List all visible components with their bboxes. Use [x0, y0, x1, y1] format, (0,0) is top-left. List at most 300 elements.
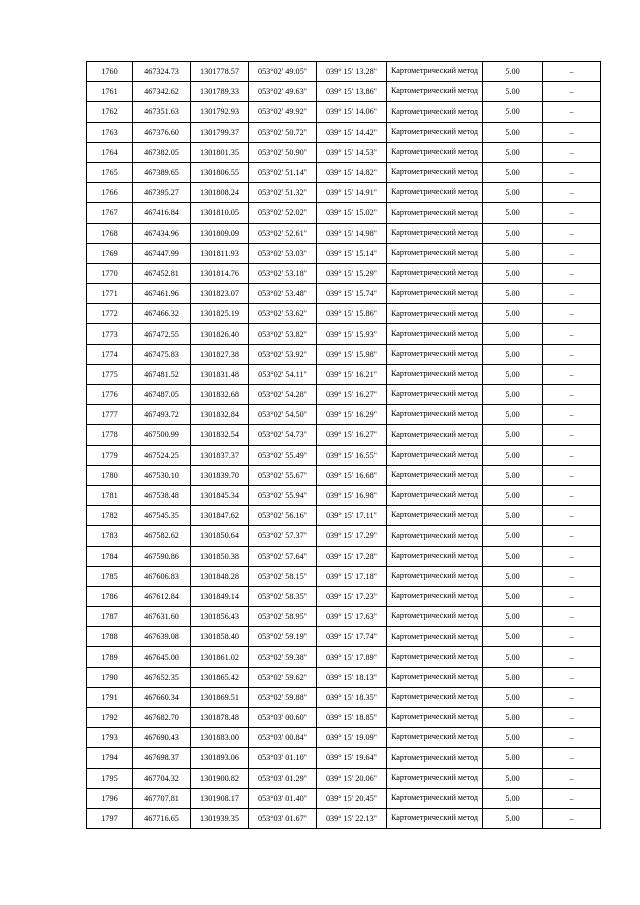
table-row	[87, 405, 601, 425]
note-cell: –	[543, 405, 601, 425]
x-coordinate-cell: 467487.05	[133, 385, 191, 405]
latitude-cell: 053°03' 01.29"	[249, 768, 317, 788]
x-coordinate-cell: 467645.00	[133, 647, 191, 667]
method-cell: Картометрический метод	[387, 748, 483, 768]
latitude-cell: 053°02' 54.11"	[249, 364, 317, 384]
x-coordinate-cell: 467382.05	[133, 142, 191, 162]
point-number-cell: 1774	[87, 344, 133, 364]
point-number-cell: 1771	[87, 284, 133, 304]
x-coordinate-cell: 467639.08	[133, 627, 191, 647]
table-row	[87, 445, 601, 465]
method-cell: Картометрический метод	[387, 162, 483, 182]
method-cell: Картометрический метод	[387, 788, 483, 808]
table-row	[87, 62, 601, 82]
note-cell: –	[543, 768, 601, 788]
y-coordinate-cell: 1301858.40	[191, 627, 249, 647]
accuracy-cell: 5.00	[483, 728, 543, 748]
longitude-cell: 039° 15' 16.55"	[317, 445, 387, 465]
latitude-cell: 053°02' 55.49"	[249, 445, 317, 465]
x-coordinate-cell: 467631.60	[133, 607, 191, 627]
note-cell: –	[543, 364, 601, 384]
x-coordinate-cell: 467704.32	[133, 768, 191, 788]
note-cell: –	[543, 62, 601, 82]
x-coordinate-cell: 467447.99	[133, 243, 191, 263]
longitude-cell: 039° 15' 14.42"	[317, 122, 387, 142]
point-number-cell: 1776	[87, 385, 133, 405]
longitude-cell: 039° 15' 16.27"	[317, 425, 387, 445]
point-number-cell: 1788	[87, 627, 133, 647]
table-row	[87, 607, 601, 627]
table-row	[87, 708, 601, 728]
note-cell: –	[543, 526, 601, 546]
y-coordinate-cell: 1301847.62	[191, 506, 249, 526]
longitude-cell: 039° 15' 15.02"	[317, 203, 387, 223]
latitude-cell: 053°02' 50.72"	[249, 122, 317, 142]
table-row	[87, 425, 601, 445]
latitude-cell: 053°02' 59.19"	[249, 627, 317, 647]
y-coordinate-cell: 1301832.54	[191, 425, 249, 445]
latitude-cell: 053°03' 01.40"	[249, 788, 317, 808]
point-number-cell: 1783	[87, 526, 133, 546]
point-number-cell: 1763	[87, 122, 133, 142]
accuracy-cell: 5.00	[483, 405, 543, 425]
method-cell: Картометрический метод	[387, 243, 483, 263]
accuracy-cell: 5.00	[483, 385, 543, 405]
table-row	[87, 728, 601, 748]
y-coordinate-cell: 1301826.40	[191, 324, 249, 344]
accuracy-cell: 5.00	[483, 586, 543, 606]
x-coordinate-cell: 467324.73	[133, 62, 191, 82]
method-cell: Картометрический метод	[387, 284, 483, 304]
method-cell: Картометрический метод	[387, 223, 483, 243]
longitude-cell: 039° 15' 13.86"	[317, 82, 387, 102]
x-coordinate-cell: 467530.10	[133, 465, 191, 485]
longitude-cell: 039° 15' 18.85"	[317, 708, 387, 728]
note-cell: –	[543, 425, 601, 445]
x-coordinate-cell: 467389.65	[133, 162, 191, 182]
y-coordinate-cell: 1301827.38	[191, 344, 249, 364]
latitude-cell: 053°03' 01.10"	[249, 748, 317, 768]
method-cell: Картометрический метод	[387, 405, 483, 425]
x-coordinate-cell: 467524.25	[133, 445, 191, 465]
method-cell: Картометрический метод	[387, 506, 483, 526]
y-coordinate-cell: 1301878.48	[191, 708, 249, 728]
x-coordinate-cell: 467395.27	[133, 183, 191, 203]
note-cell: –	[543, 102, 601, 122]
point-number-cell: 1782	[87, 506, 133, 526]
method-cell: Картометрический метод	[387, 667, 483, 687]
table-row	[87, 647, 601, 667]
method-cell: Картометрический метод	[387, 304, 483, 324]
latitude-cell: 053°02' 53.82"	[249, 324, 317, 344]
accuracy-cell: 5.00	[483, 768, 543, 788]
y-coordinate-cell: 1301861.02	[191, 647, 249, 667]
method-cell: Картометрический метод	[387, 768, 483, 788]
table-row	[87, 566, 601, 586]
accuracy-cell: 5.00	[483, 243, 543, 263]
table-row	[87, 243, 601, 263]
latitude-cell: 053°02' 54.73"	[249, 425, 317, 445]
table-row	[87, 142, 601, 162]
method-cell: Картометрический метод	[387, 445, 483, 465]
point-number-cell: 1780	[87, 465, 133, 485]
accuracy-cell: 5.00	[483, 465, 543, 485]
y-coordinate-cell: 1301850.64	[191, 526, 249, 546]
table-row	[87, 768, 601, 788]
longitude-cell: 039° 15' 16.21"	[317, 364, 387, 384]
method-cell: Картометрический метод	[387, 324, 483, 344]
note-cell: –	[543, 385, 601, 405]
longitude-cell: 039° 15' 14.53"	[317, 142, 387, 162]
point-number-cell: 1796	[87, 788, 133, 808]
latitude-cell: 053°02' 54.28"	[249, 385, 317, 405]
note-cell: –	[543, 263, 601, 283]
longitude-cell: 039° 15' 17.23"	[317, 586, 387, 606]
accuracy-cell: 5.00	[483, 445, 543, 465]
table-row	[87, 465, 601, 485]
accuracy-cell: 5.00	[483, 183, 543, 203]
latitude-cell: 053°02' 57.64"	[249, 546, 317, 566]
note-cell: –	[543, 506, 601, 526]
x-coordinate-cell: 467538.48	[133, 485, 191, 505]
table-row	[87, 183, 601, 203]
longitude-cell: 039° 15' 17.28"	[317, 546, 387, 566]
y-coordinate-cell: 1301831.48	[191, 364, 249, 384]
note-cell: –	[543, 546, 601, 566]
accuracy-cell: 5.00	[483, 506, 543, 526]
latitude-cell: 053°02' 59.38"	[249, 647, 317, 667]
method-cell: Картометрический метод	[387, 425, 483, 445]
note-cell: –	[543, 566, 601, 586]
x-coordinate-cell: 467472.55	[133, 324, 191, 344]
y-coordinate-cell: 1301893.06	[191, 748, 249, 768]
point-number-cell: 1762	[87, 102, 133, 122]
coordinates-table-body	[87, 62, 601, 829]
latitude-cell: 053°02' 59.88"	[249, 687, 317, 707]
accuracy-cell: 5.00	[483, 566, 543, 586]
x-coordinate-cell: 467500.99	[133, 425, 191, 445]
method-cell: Картометрический метод	[387, 607, 483, 627]
longitude-cell: 039° 15' 22.13"	[317, 808, 387, 828]
y-coordinate-cell: 1301808.24	[191, 183, 249, 203]
table-row	[87, 344, 601, 364]
table-row	[87, 788, 601, 808]
y-coordinate-cell: 1301908.17	[191, 788, 249, 808]
note-cell: –	[543, 304, 601, 324]
table-row	[87, 586, 601, 606]
table-row	[87, 546, 601, 566]
method-cell: Картометрический метод	[387, 808, 483, 828]
note-cell: –	[543, 687, 601, 707]
point-number-cell: 1792	[87, 708, 133, 728]
longitude-cell: 039° 15' 13.28"	[317, 62, 387, 82]
point-number-cell: 1779	[87, 445, 133, 465]
accuracy-cell: 5.00	[483, 304, 543, 324]
method-cell: Картометрический метод	[387, 203, 483, 223]
x-coordinate-cell: 467434.96	[133, 223, 191, 243]
table-row	[87, 122, 601, 142]
accuracy-cell: 5.00	[483, 344, 543, 364]
latitude-cell: 053°02' 56.16"	[249, 506, 317, 526]
note-cell: –	[543, 788, 601, 808]
x-coordinate-cell: 467416.84	[133, 203, 191, 223]
table-row	[87, 82, 601, 102]
longitude-cell: 039° 15' 17.74"	[317, 627, 387, 647]
y-coordinate-cell: 1301778.57	[191, 62, 249, 82]
y-coordinate-cell: 1301792.93	[191, 102, 249, 122]
longitude-cell: 039° 15' 16.29"	[317, 405, 387, 425]
method-cell: Картометрический метод	[387, 344, 483, 364]
x-coordinate-cell: 467452.81	[133, 263, 191, 283]
method-cell: Картометрический метод	[387, 546, 483, 566]
y-coordinate-cell: 1301869.51	[191, 687, 249, 707]
y-coordinate-cell: 1301789.33	[191, 82, 249, 102]
latitude-cell: 053°03' 01.67"	[249, 808, 317, 828]
point-number-cell: 1772	[87, 304, 133, 324]
x-coordinate-cell: 467698.37	[133, 748, 191, 768]
accuracy-cell: 5.00	[483, 647, 543, 667]
note-cell: –	[543, 627, 601, 647]
x-coordinate-cell: 467461.96	[133, 284, 191, 304]
accuracy-cell: 5.00	[483, 485, 543, 505]
method-cell: Картометрический метод	[387, 263, 483, 283]
accuracy-cell: 5.00	[483, 667, 543, 687]
accuracy-cell: 5.00	[483, 162, 543, 182]
method-cell: Картометрический метод	[387, 62, 483, 82]
y-coordinate-cell: 1301806.55	[191, 162, 249, 182]
longitude-cell: 039° 15' 20.45"	[317, 788, 387, 808]
latitude-cell: 053°02' 53.62"	[249, 304, 317, 324]
table-row	[87, 687, 601, 707]
latitude-cell: 053°02' 53.48"	[249, 284, 317, 304]
x-coordinate-cell: 467342.62	[133, 82, 191, 102]
longitude-cell: 039° 15' 18.35"	[317, 687, 387, 707]
latitude-cell: 053°02' 52.02"	[249, 203, 317, 223]
method-cell: Картометрический метод	[387, 142, 483, 162]
accuracy-cell: 5.00	[483, 82, 543, 102]
table-row	[87, 364, 601, 384]
method-cell: Картометрический метод	[387, 687, 483, 707]
table-row	[87, 102, 601, 122]
table-row	[87, 284, 601, 304]
x-coordinate-cell: 467475.83	[133, 344, 191, 364]
accuracy-cell: 5.00	[483, 687, 543, 707]
y-coordinate-cell: 1301801.35	[191, 142, 249, 162]
accuracy-cell: 5.00	[483, 223, 543, 243]
y-coordinate-cell: 1301832.68	[191, 385, 249, 405]
x-coordinate-cell: 467481.52	[133, 364, 191, 384]
latitude-cell: 053°02' 49.92"	[249, 102, 317, 122]
accuracy-cell: 5.00	[483, 708, 543, 728]
table-row	[87, 263, 601, 283]
longitude-cell: 039° 15' 16.27"	[317, 385, 387, 405]
table-row	[87, 304, 601, 324]
note-cell: –	[543, 324, 601, 344]
y-coordinate-cell: 1301849.14	[191, 586, 249, 606]
note-cell: –	[543, 82, 601, 102]
note-cell: –	[543, 223, 601, 243]
longitude-cell: 039° 15' 19.09"	[317, 728, 387, 748]
latitude-cell: 053°02' 57.37"	[249, 526, 317, 546]
x-coordinate-cell: 467466.32	[133, 304, 191, 324]
table-row	[87, 162, 601, 182]
accuracy-cell: 5.00	[483, 627, 543, 647]
x-coordinate-cell: 467707.81	[133, 788, 191, 808]
y-coordinate-cell: 1301839.70	[191, 465, 249, 485]
method-cell: Картометрический метод	[387, 647, 483, 667]
y-coordinate-cell: 1301823.07	[191, 284, 249, 304]
latitude-cell: 053°02' 50.90"	[249, 142, 317, 162]
accuracy-cell: 5.00	[483, 788, 543, 808]
y-coordinate-cell: 1301845.34	[191, 485, 249, 505]
point-number-cell: 1764	[87, 142, 133, 162]
y-coordinate-cell: 1301825.19	[191, 304, 249, 324]
point-number-cell: 1770	[87, 263, 133, 283]
latitude-cell: 053°02' 53.92"	[249, 344, 317, 364]
x-coordinate-cell: 467376.60	[133, 122, 191, 142]
note-cell: –	[543, 728, 601, 748]
latitude-cell: 053°02' 55.67"	[249, 465, 317, 485]
note-cell: –	[543, 748, 601, 768]
point-number-cell: 1786	[87, 586, 133, 606]
method-cell: Картометрический метод	[387, 82, 483, 102]
note-cell: –	[543, 162, 601, 182]
point-number-cell: 1794	[87, 748, 133, 768]
accuracy-cell: 5.00	[483, 102, 543, 122]
note-cell: –	[543, 586, 601, 606]
x-coordinate-cell: 467682.70	[133, 708, 191, 728]
accuracy-cell: 5.00	[483, 324, 543, 344]
table-row	[87, 385, 601, 405]
latitude-cell: 053°02' 53.03"	[249, 243, 317, 263]
y-coordinate-cell: 1301811.93	[191, 243, 249, 263]
x-coordinate-cell: 467545.35	[133, 506, 191, 526]
longitude-cell: 039° 15' 15.29"	[317, 263, 387, 283]
accuracy-cell: 5.00	[483, 62, 543, 82]
latitude-cell: 053°02' 53.18"	[249, 263, 317, 283]
longitude-cell: 039° 15' 20.06"	[317, 768, 387, 788]
x-coordinate-cell: 467612.84	[133, 586, 191, 606]
latitude-cell: 053°02' 51.14"	[249, 162, 317, 182]
point-number-cell: 1773	[87, 324, 133, 344]
point-number-cell: 1784	[87, 546, 133, 566]
longitude-cell: 039° 15' 18.13"	[317, 667, 387, 687]
x-coordinate-cell: 467590.86	[133, 546, 191, 566]
point-number-cell: 1781	[87, 485, 133, 505]
table-row	[87, 748, 601, 768]
x-coordinate-cell: 467606.83	[133, 566, 191, 586]
y-coordinate-cell: 1301856.43	[191, 607, 249, 627]
method-cell: Картометрический метод	[387, 566, 483, 586]
note-cell: –	[543, 243, 601, 263]
table-row	[87, 324, 601, 344]
table-row	[87, 526, 601, 546]
method-cell: Картометрический метод	[387, 183, 483, 203]
longitude-cell: 039° 15' 17.29"	[317, 526, 387, 546]
note-cell: –	[543, 808, 601, 828]
latitude-cell: 053°03' 00.60"	[249, 708, 317, 728]
y-coordinate-cell: 1301809.09	[191, 223, 249, 243]
latitude-cell: 053°02' 51.32"	[249, 183, 317, 203]
method-cell: Картометрический метод	[387, 728, 483, 748]
y-coordinate-cell: 1301837.37	[191, 445, 249, 465]
accuracy-cell: 5.00	[483, 748, 543, 768]
latitude-cell: 053°02' 58.35"	[249, 586, 317, 606]
longitude-cell: 039° 15' 14.98"	[317, 223, 387, 243]
table-row	[87, 506, 601, 526]
point-number-cell: 1778	[87, 425, 133, 445]
accuracy-cell: 5.00	[483, 284, 543, 304]
note-cell: –	[543, 183, 601, 203]
latitude-cell: 053°02' 58.95"	[249, 607, 317, 627]
point-number-cell: 1766	[87, 183, 133, 203]
longitude-cell: 039° 15' 16.98"	[317, 485, 387, 505]
note-cell: –	[543, 667, 601, 687]
longitude-cell: 039° 15' 15.14"	[317, 243, 387, 263]
table-row	[87, 223, 601, 243]
accuracy-cell: 5.00	[483, 425, 543, 445]
longitude-cell: 039° 15' 19.64"	[317, 748, 387, 768]
longitude-cell: 039° 15' 15.74"	[317, 284, 387, 304]
latitude-cell: 053°02' 52.61"	[249, 223, 317, 243]
y-coordinate-cell: 1301865.42	[191, 667, 249, 687]
accuracy-cell: 5.00	[483, 122, 543, 142]
note-cell: –	[543, 708, 601, 728]
accuracy-cell: 5.00	[483, 263, 543, 283]
longitude-cell: 039° 15' 17.11"	[317, 506, 387, 526]
y-coordinate-cell: 1301900.82	[191, 768, 249, 788]
table-row	[87, 203, 601, 223]
y-coordinate-cell: 1301848.28	[191, 566, 249, 586]
method-cell: Картометрический метод	[387, 465, 483, 485]
point-number-cell: 1765	[87, 162, 133, 182]
note-cell: –	[543, 485, 601, 505]
point-number-cell: 1768	[87, 223, 133, 243]
latitude-cell: 053°02' 54.50"	[249, 405, 317, 425]
method-cell: Картометрический метод	[387, 122, 483, 142]
y-coordinate-cell: 1301832.84	[191, 405, 249, 425]
point-number-cell: 1795	[87, 768, 133, 788]
y-coordinate-cell: 1301939.35	[191, 808, 249, 828]
x-coordinate-cell: 467652.35	[133, 667, 191, 687]
longitude-cell: 039° 15' 17.89"	[317, 647, 387, 667]
latitude-cell: 053°02' 59.62"	[249, 667, 317, 687]
point-number-cell: 1775	[87, 364, 133, 384]
method-cell: Картометрический метод	[387, 385, 483, 405]
note-cell: –	[543, 203, 601, 223]
table-row	[87, 627, 601, 647]
method-cell: Картометрический метод	[387, 586, 483, 606]
note-cell: –	[543, 344, 601, 364]
longitude-cell: 039° 15' 17.18"	[317, 566, 387, 586]
coordinates-table	[86, 61, 601, 829]
latitude-cell: 053°02' 58.15"	[249, 566, 317, 586]
accuracy-cell: 5.00	[483, 546, 543, 566]
accuracy-cell: 5.00	[483, 607, 543, 627]
note-cell: –	[543, 465, 601, 485]
latitude-cell: 053°03' 00.84"	[249, 728, 317, 748]
point-number-cell: 1793	[87, 728, 133, 748]
accuracy-cell: 5.00	[483, 142, 543, 162]
longitude-cell: 039° 15' 17.63"	[317, 607, 387, 627]
method-cell: Картометрический метод	[387, 364, 483, 384]
x-coordinate-cell: 467493.72	[133, 405, 191, 425]
point-number-cell: 1789	[87, 647, 133, 667]
point-number-cell: 1785	[87, 566, 133, 586]
point-number-cell: 1797	[87, 808, 133, 828]
point-number-cell: 1791	[87, 687, 133, 707]
y-coordinate-cell: 1301799.37	[191, 122, 249, 142]
